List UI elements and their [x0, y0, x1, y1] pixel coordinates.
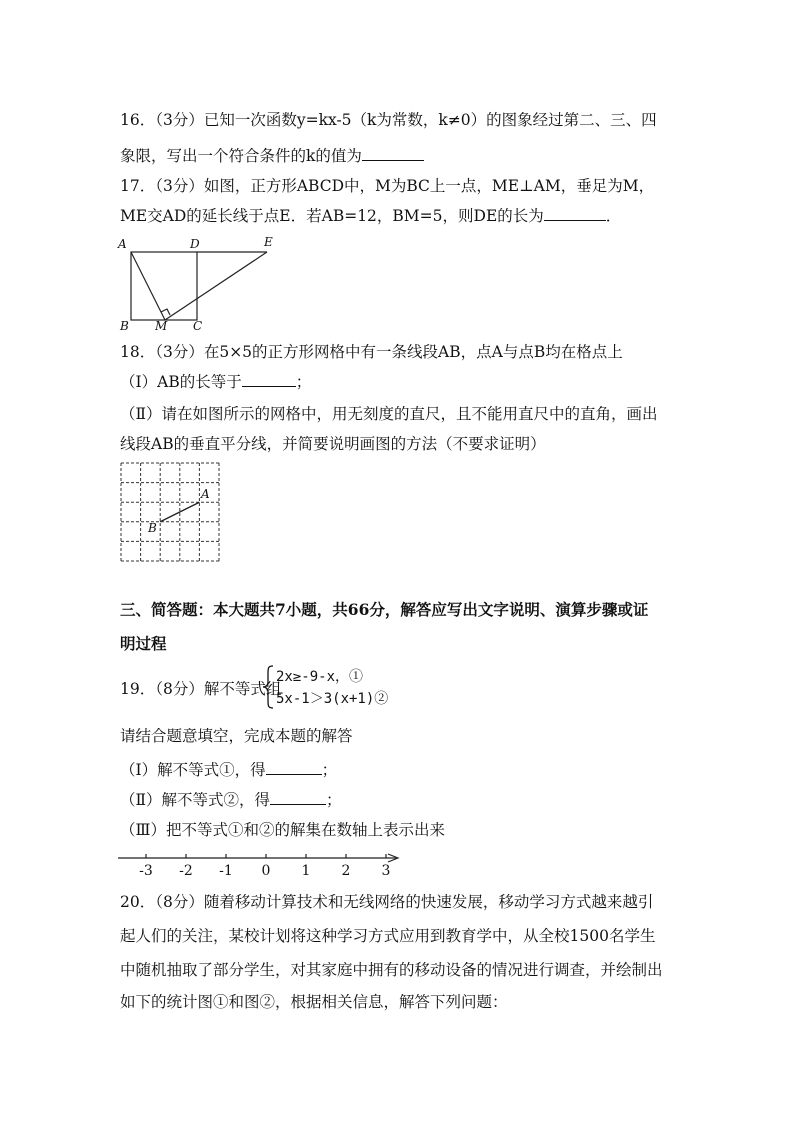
- q17-square-figure: [114, 232, 284, 332]
- axis-tick-label: -3: [139, 863, 153, 879]
- label-b: B: [120, 319, 129, 332]
- axis-tick-label: 0: [261, 863, 271, 879]
- q19-part2-blank[interactable]: [270, 790, 326, 805]
- q18-part1-end: ；: [295, 373, 312, 391]
- q19-instruction: 请结合题意填空，完成本题的解答: [120, 727, 353, 745]
- q20-line4: 如下的统计图①和图②，根据相关信息，解答下列问题：: [120, 993, 508, 1011]
- segment-am: [131, 252, 165, 320]
- q16-line2-text: 象限，写出一个符合条件的k的值为: [120, 147, 362, 165]
- q19-part2-text: （Ⅱ）解不等式②，得: [120, 791, 271, 809]
- label-d: D: [190, 237, 200, 251]
- axis-tick-label: 2: [341, 863, 351, 879]
- q18-answer-blank[interactable]: [242, 372, 296, 387]
- q17-line2: [120, 206, 621, 226]
- section3-line2: 明过程: [120, 634, 167, 653]
- q16-answer-blank[interactable]: [362, 146, 424, 161]
- q17-line1: 17．（3分）如图，正方形ABCD中，M为BC上一点，ME⊥AM，垂足为M，: [120, 177, 655, 195]
- q17-line2-end: ．: [605, 207, 622, 225]
- square-abcd: [131, 252, 197, 320]
- q18-part1: [120, 372, 311, 392]
- q19-part2-end: ；: [326, 791, 342, 809]
- q19-part1-blank[interactable]: [266, 760, 322, 775]
- grid-label-a: A: [201, 487, 210, 501]
- q20-line1: 20．（8分）随着移动计算技术和无线网络的快速发展，移动学习方式越来越引: [120, 893, 654, 911]
- q18-line1: 18．（3分）在5×5的正方形网格中有一条线段AB，点A与点B均在格点上: [120, 343, 623, 361]
- q18-grid-figure: [116, 458, 226, 564]
- number-line: [116, 848, 406, 880]
- q20-line3: 中随机抽取了部分学生，对其家庭中拥有的移动设备的情况进行调查，并绘制出: [120, 961, 663, 979]
- axis-tick-label: -2: [179, 863, 193, 879]
- q19-part1-text: （Ⅰ）解不等式①，得: [120, 761, 266, 779]
- section3-line1: 三、简答题：本大题共7小题，共66分，解答应写出文字说明、演算步骤或证: [120, 600, 649, 619]
- q19-prefix: 19．（8分）解不等式组: [120, 680, 282, 698]
- q20-line2: 起人们的关注，某校计划将这种学习方式应用到教育学中，从全校1500名学生: [120, 927, 656, 945]
- inequality-2: 5x-1＞3(x+1)②: [276, 691, 389, 707]
- segment-me: [165, 252, 267, 320]
- axis-tick-label: 1: [301, 863, 311, 879]
- q18-part1-text: （Ⅰ）AB的长等于: [120, 373, 242, 391]
- q18-part2-line1: （Ⅱ）请在如图所示的网格中，用无刻度的直尺，且不能用直尺中的直角，画出: [120, 405, 658, 423]
- axis-tick-label: -1: [219, 863, 233, 879]
- axis-tick-label: 3: [381, 863, 391, 879]
- inequality-brace: [262, 664, 276, 710]
- label-e: E: [264, 235, 273, 249]
- label-a: A: [118, 237, 127, 251]
- q19-part3: （Ⅲ）把不等式①和②的解集在数轴上表示出来: [120, 821, 445, 839]
- q19-part1-end: ；: [321, 761, 338, 779]
- q19-part2: [120, 790, 342, 810]
- q16-line2: [120, 146, 424, 166]
- inequality-1: 2x≥-9-x，①: [276, 669, 364, 685]
- q17-line2-text: ME交AD的延长线于点E．若AB=12，BM=5，则DE的长为: [120, 207, 544, 225]
- label-m: M: [155, 319, 168, 332]
- grid-lines: [121, 463, 219, 561]
- q19-part1: [120, 760, 337, 780]
- q16-line1: 16．（3分）已知一次函数y=kx-5（k为常数，k≠0）的图象经过第二、三、四: [120, 111, 657, 129]
- label-c: C: [193, 319, 203, 332]
- grid-label-b: B: [148, 521, 157, 535]
- q17-answer-blank[interactable]: [544, 206, 606, 221]
- q18-part2-line2: 线段AB的垂直平分线，并简要说明画图的方法（不要求证明）: [120, 435, 546, 453]
